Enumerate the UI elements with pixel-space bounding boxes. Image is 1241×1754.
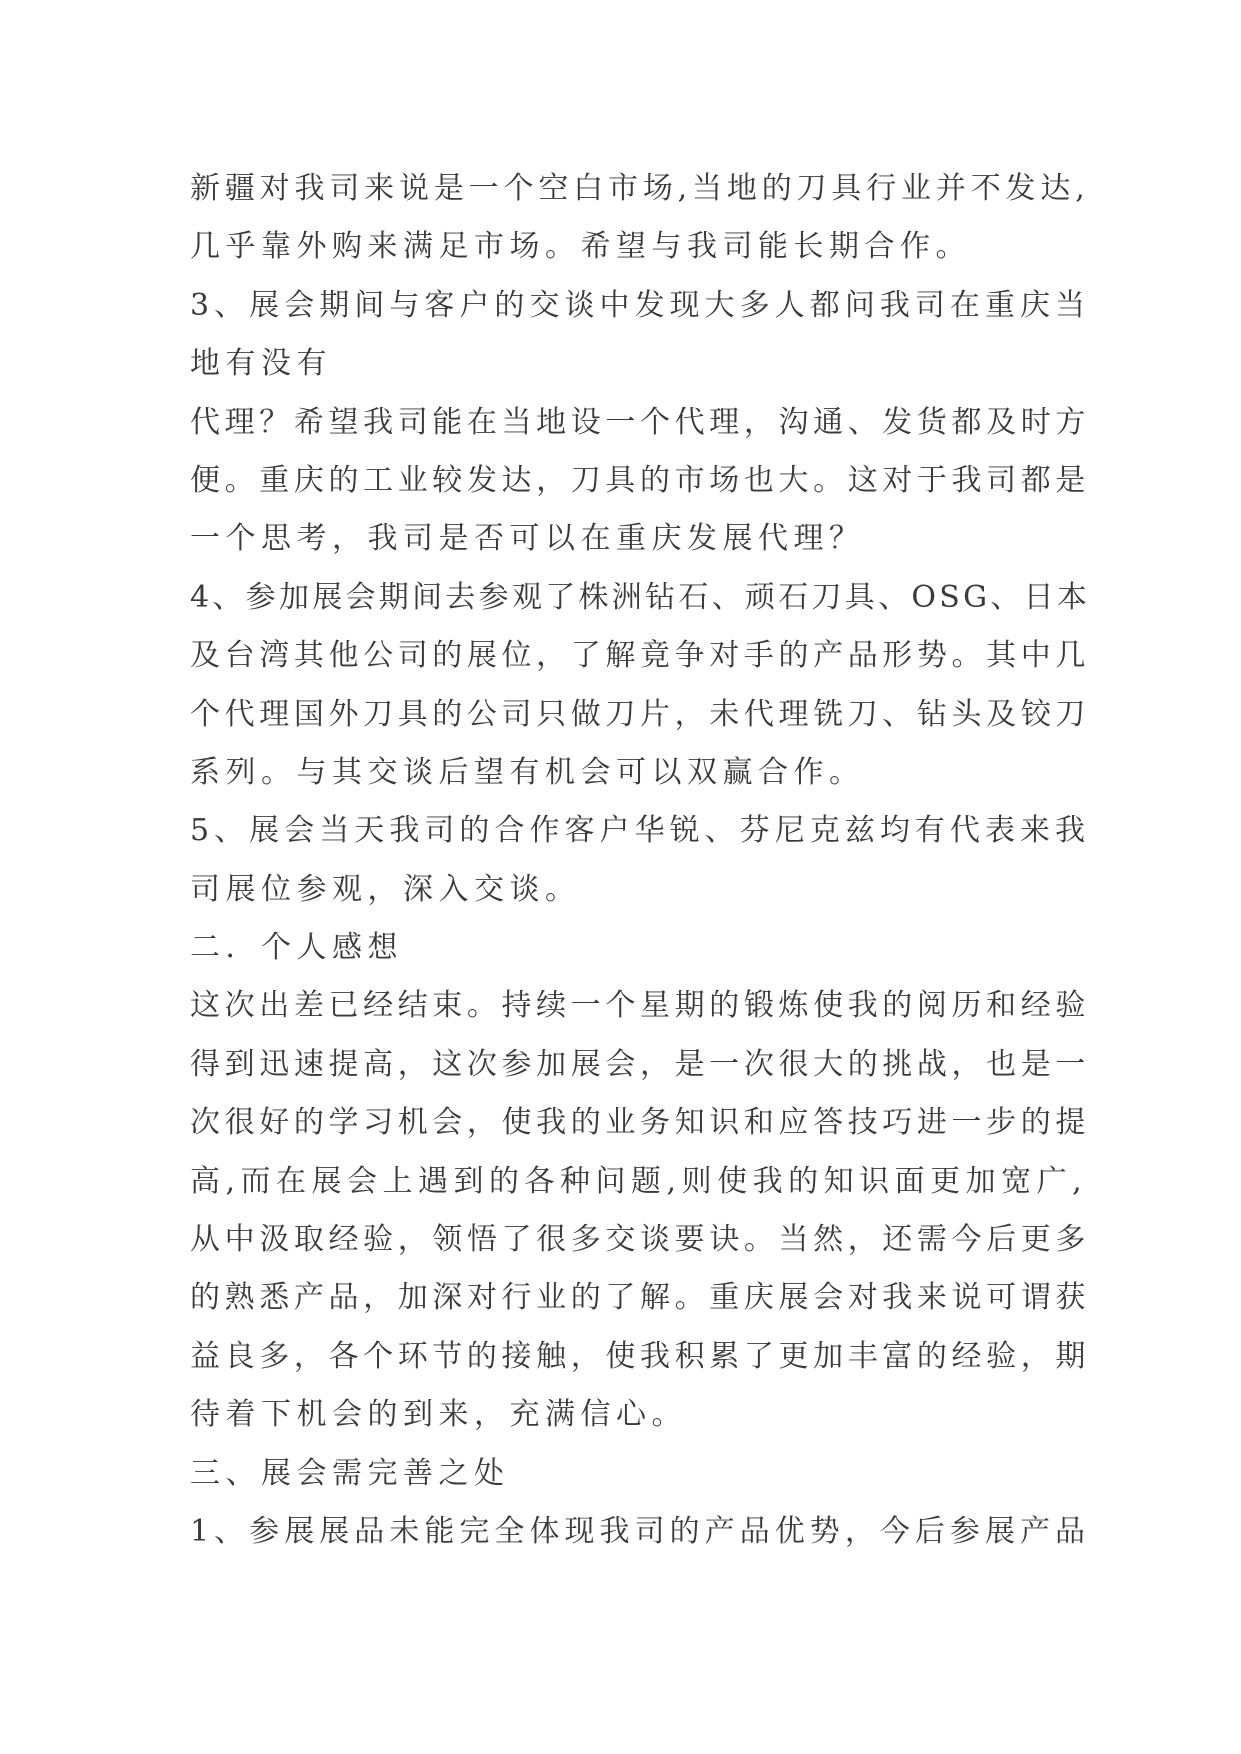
text-line: 地有没有 [190, 346, 332, 382]
text-line: 4、参加展会期间去参观了株洲钻石、顽石刀具、OSG、日本 [190, 579, 1091, 615]
section-heading: 三、展会需完善之处 [190, 1455, 510, 1491]
text-line: 5、展会当天我司的合作客户华锐、芬尼克兹均有代表来我 [190, 813, 1091, 849]
text-line: 新疆对我司来说是一个空白市场,当地的刀具行业并不发达, [190, 171, 1090, 206]
text-line: 便。重庆的工业较发达，刀具的市场也大。这对于我司都是 [190, 462, 1090, 498]
text-line: 的熟悉产品，加深对行业的了解。重庆展会对我来说可谓获 [190, 1280, 1090, 1316]
text-line: 3、展会期间与客户的交谈中发现大多人都问我司在重庆当 [190, 287, 1091, 323]
text-line: 次很好的学习机会，使我的业务知识和应答技巧进一步的提 [190, 1105, 1090, 1141]
text-line: 一个思考，我司是否可以在重庆发展代理？ [190, 521, 865, 557]
document-body [190, 160, 1090, 1561]
text-line: 1、参展展品未能完全体现我司的产品优势，今后参展产品 [190, 1513, 1091, 1549]
text-line: 这次出差已经结束。持续一个星期的锻炼使我的阅历和经验 [190, 988, 1090, 1024]
text-line: 司展位参观，深入交谈。 [190, 871, 581, 907]
text-line: 代理？希望我司能在当地设一个代理，沟通、发货都及时方 [190, 404, 1090, 440]
text-line: 高,而在展会上遇到的各种问题,则使我的知识面更加宽广, [190, 1163, 1088, 1199]
text-line: 及台湾其他公司的展位，了解竟争对手的产品形势。其中几 [190, 638, 1090, 674]
text-line: 得到迅速提高，这次参加展会，是一次很大的挑战，也是一 [190, 1046, 1090, 1082]
text-line: 系列。与其交谈后望有机会可以双赢合作。 [190, 754, 865, 790]
section-heading: 二．个人感想 [190, 930, 403, 966]
text-line: 几乎靠外购来满足市场。希望与我司能长期合作。 [190, 229, 971, 265]
text-line: 益良多，各个环节的接触，使我积累了更加丰富的经验，期 [190, 1338, 1090, 1374]
text-line: 个代理国外刀具的公司只做刀片，未代理铣刀、钻头及铰刀 [190, 696, 1090, 732]
text-line: 待着下机会的到来，充满信心。 [190, 1397, 687, 1433]
text-line: 从中汲取经验，领悟了很多交谈要诀。当然，还需今后更多 [190, 1222, 1090, 1258]
